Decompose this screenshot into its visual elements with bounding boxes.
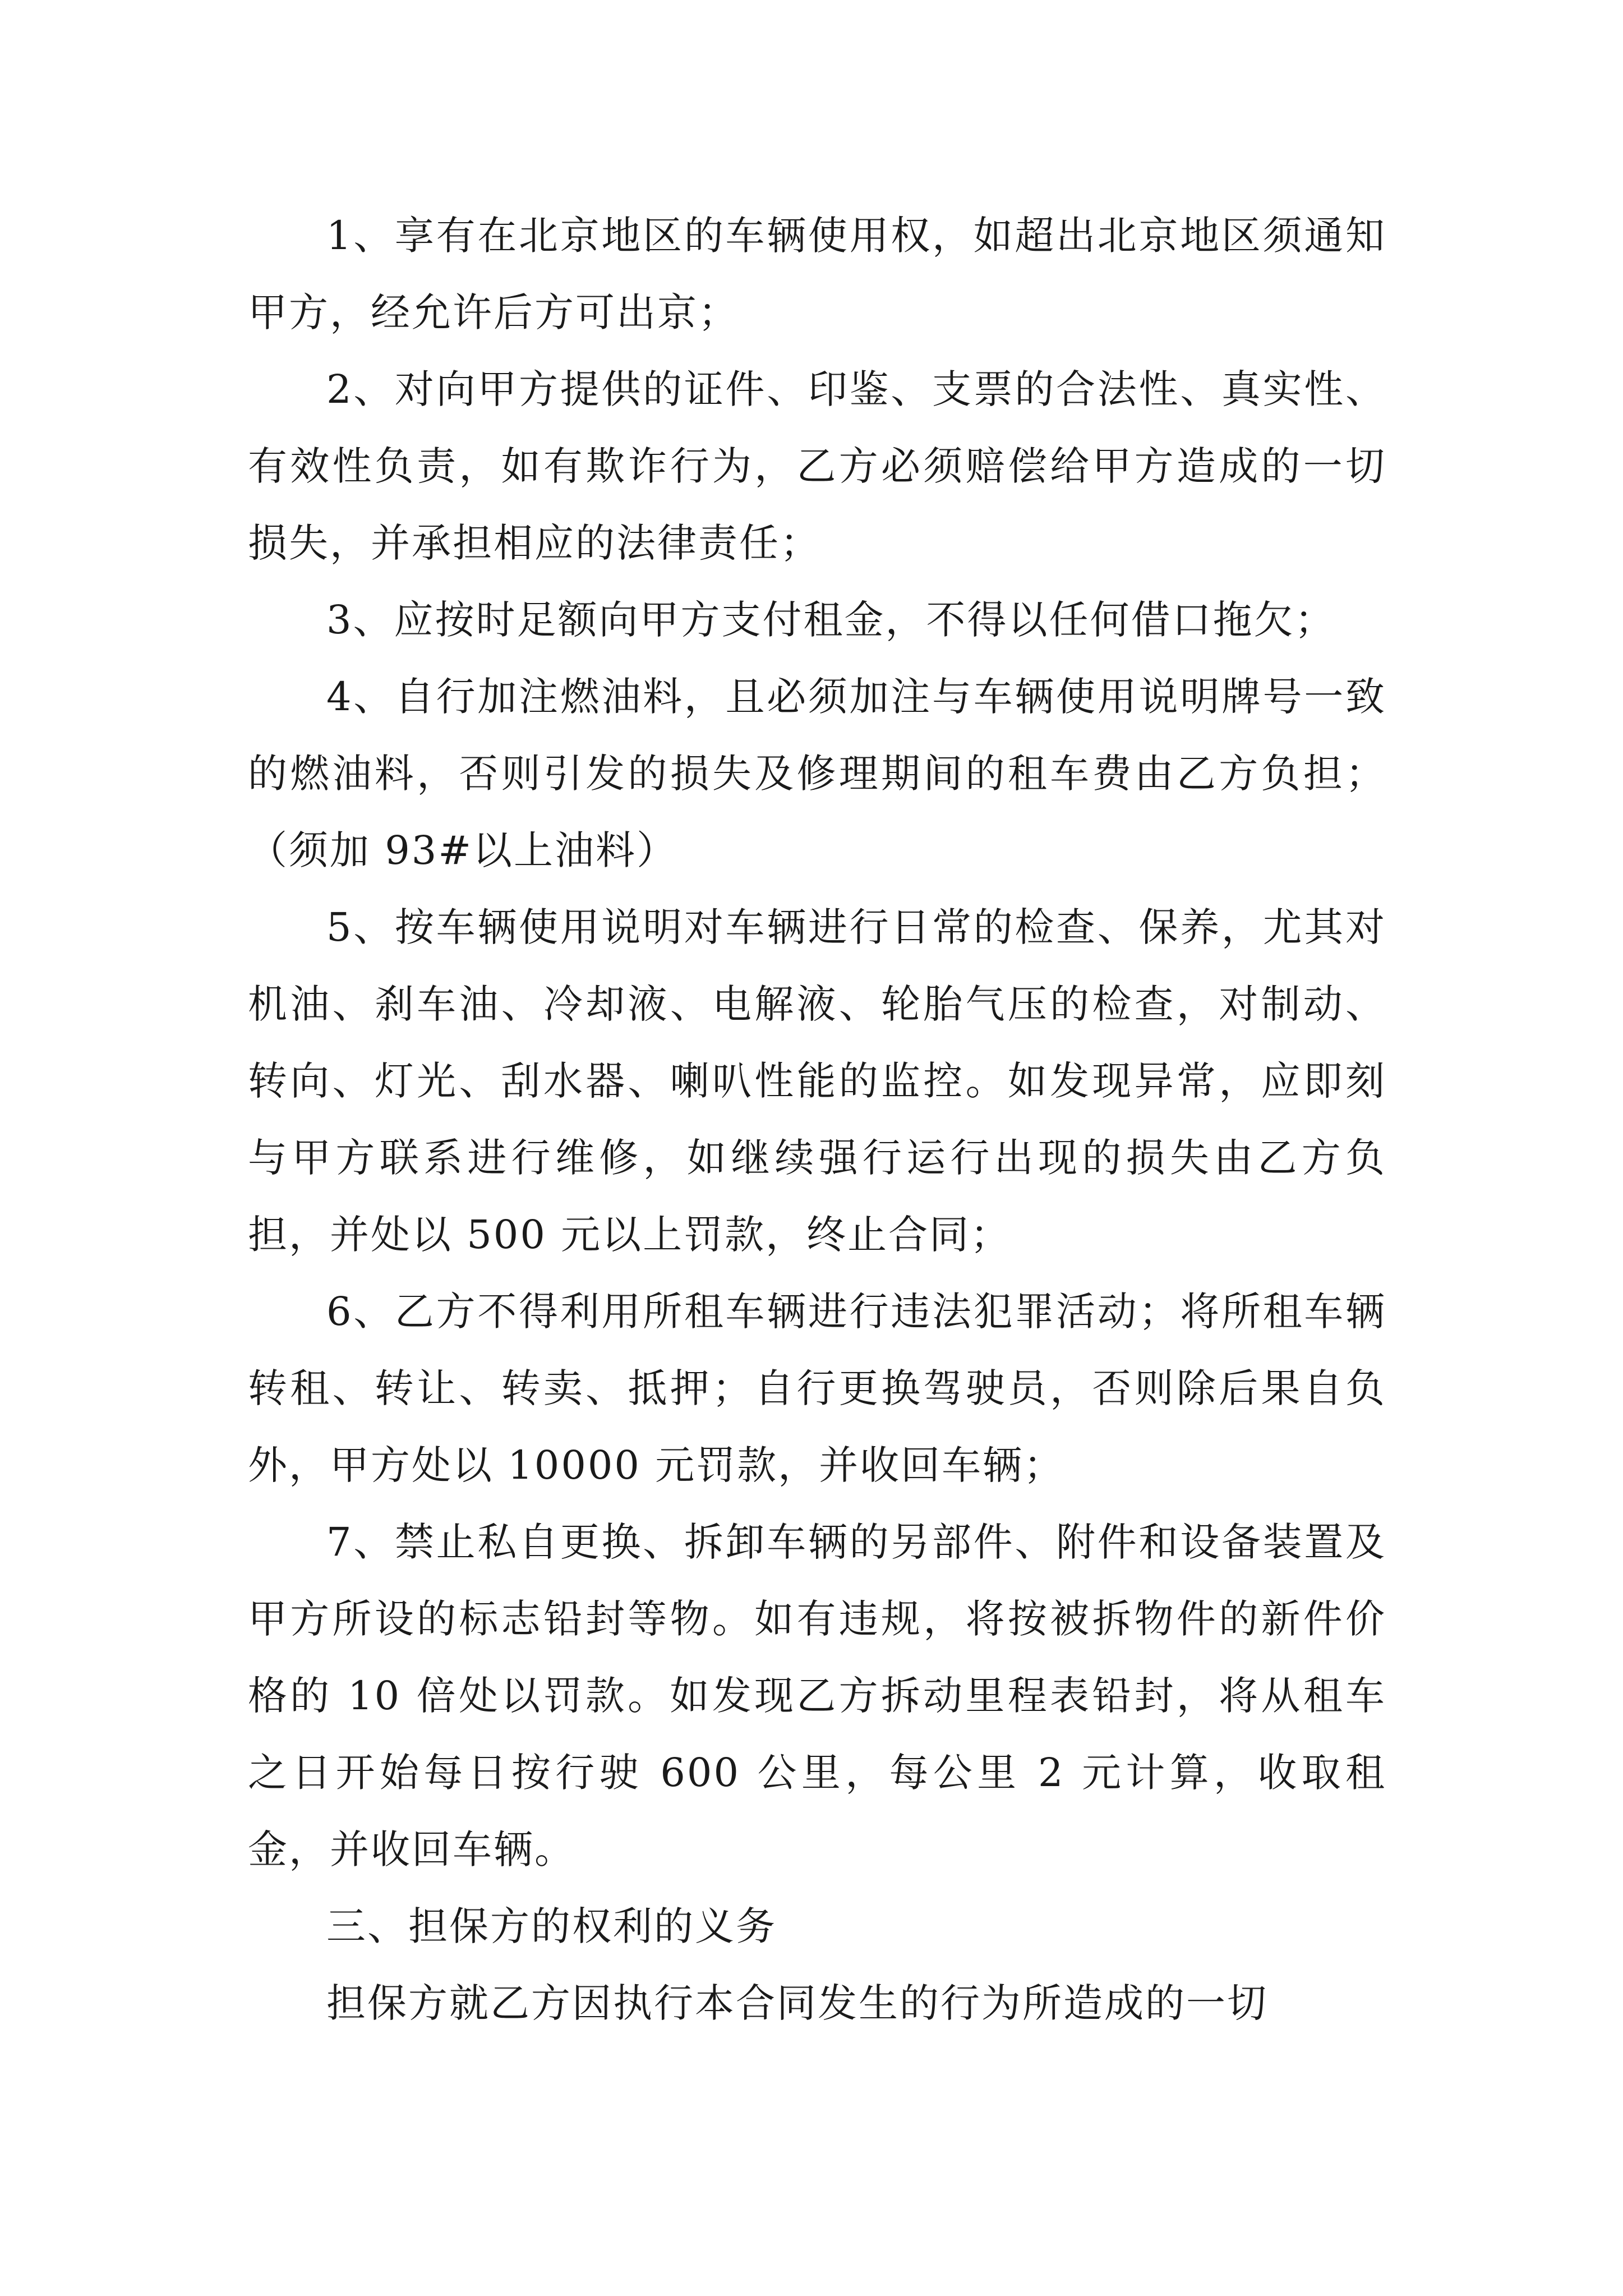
section-heading-guarantor: 三、担保方的权利的义务: [326, 1903, 777, 1949]
clause-3: 3、应按时足额向甲方支付租金，不得以任何借口拖欠；: [326, 597, 1336, 643]
clause-6: 6、乙方不得利用所租车辆进行违法犯罪活动；将所租车辆转租、转让、转卖、抵押；自行更换驾驶员，否则除后果自负外，甲方处以 10000 元罚款，并收回车辆；: [248, 1289, 1386, 1488]
clause-4: 4、自行加注燃油料，且必须加注与车辆使用说明牌号一致的燃油料，否则引发的损失及修理期间的租车费由乙方负担；（须加 93#以上油料）: [248, 674, 1386, 873]
clause-5: 5、按车辆使用说明对车辆进行日常的检查、保养，尤其对机油、刹车油、冷却液、电解液、轮胎气压的检查，对制动、转向、灯光、刮水器、喇叭性能的监控。如发现异常，应即刻与甲方联系进行维修，如继续强行运行出现的损失由乙方负担，并处以 500 元以上罚款，终止合同；: [248, 904, 1386, 1258]
clause-2: 2、对向甲方提供的证件、印鉴、支票的合法性、真实性、有效性负责，如有欺诈行为，乙方必须赔偿给甲方造成的一切损失，并承担相应的法律责任；: [248, 366, 1386, 566]
clause-1: 1、享有在北京地区的车辆使用权，如超出北京地区须通知甲方，经允许后方可出京；: [248, 213, 1386, 335]
guarantor-paragraph: 担保方就乙方因执行本合同发生的行为所造成的一切: [326, 1980, 1268, 2026]
clause-7: 7、禁止私自更换、拆卸车辆的另部件、附件和设备装置及甲方所设的标志铅封等物。如有违规，将按被拆物件的新件价格的 10 倍处以罚款。如发现乙方拆动里程表铅封，将从租车之日开始每日按行驶 600 公里，每公里 2 元计算，收取租金，并收回车辆。: [248, 1519, 1386, 1872]
document-body: [248, 197, 1386, 2042]
